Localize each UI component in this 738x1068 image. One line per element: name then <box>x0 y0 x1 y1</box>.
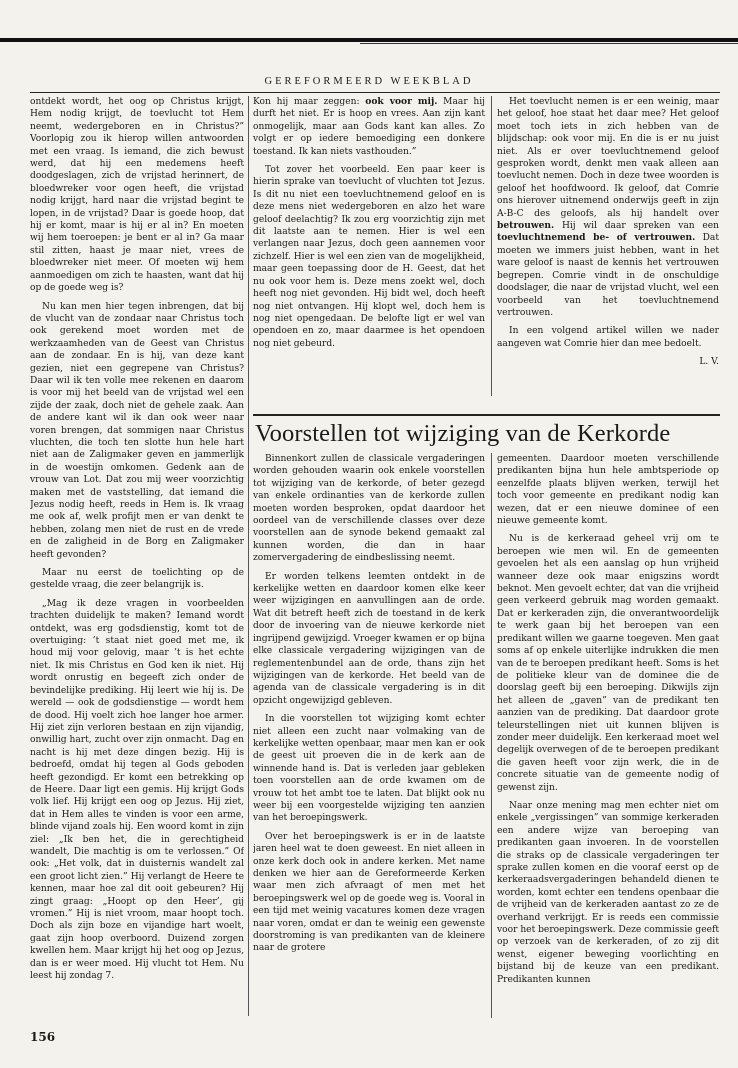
article-title: Voorstellen tot wijziging van de Kerkorde <box>255 420 671 447</box>
emphasis: ook voor mij. <box>365 96 438 107</box>
top-rule-thin <box>360 43 738 44</box>
paragraph <box>497 96 719 319</box>
running-header: GEREFORMEERD WEEKBLAD <box>264 76 474 87</box>
text-run: Het toevlucht nemen is er een weinig, maar het geloof, hoe staat het daar mee? Het geloof moet toch iets in zich hebben van de blijdschap: ook voor mij. En die is er nu juist niet. Als er over toevluchtnemend geloof gesproken wordt, denkt men vaak alleen aan toevlucht nemen. Doch in deze twee woorden is geloof het hoofdwoord. Ik geloof, dat Comrie ons hierover uitnemend onderwijs geeft in zijn A-B-C des geloofs, als hij handelt over <box>497 97 719 219</box>
paragraph: Maar nu eerst de toelichting op de gestelde vraag, die zeer belangrijk is. <box>30 568 244 591</box>
column-3 <box>497 96 719 396</box>
column-1 <box>30 96 244 1016</box>
column-4 <box>253 453 485 1023</box>
paragraph: ontdekt wordt, het oog op Christus krijgt, Hem nodig krijgt, de toevlucht tot Hem neemt, wedergeboren en in Christus?” Voorlopig zou ik hierop willen antwoorden met een vraag. Is iemand, die zich bewust werd, dat hij een medemens heeft doodgeslagen, zich de vrijstad herinnert, de bloedwreker voor ogen heeft, die vrijstad nodig krijgt, hard naar die vrijstad begint te lopen, in de vrijstad? Daar is goede hoop, dat hij er komt, maar is hij er al in? En moeten wij hem toeroepen: je bent er al in? Ga maar stil zitten, haast je maar niet, vrees de bloedwreker niet meer. Of moeten wij hem aanmoedigen om zich te haasten, want dat hij op de goede weg is? <box>30 97 244 294</box>
page-number: 156 <box>30 1030 56 1044</box>
paragraph: Over het beroepingswerk is er in de laatste jaren heel wat te doen geweest. En niet alleen in onze kerk doch ook in andere kerken. Met name denken we hier aan de Gereformeerde Kerken waar men zich afvraagt of men met het beroepingswerk wel op de goede weg is. Vooral in een tijd met weinig vacatures komen deze vragen naar voren, omdat er dan te weinig een gewenste doorstroming is van predikanten van de kleinere naar de grotere <box>253 831 485 954</box>
paragraph: Nu is de kerkeraad geheel vrij om te beroepen wie men wil. En de gemeenten gevoelen het als een aanslag op hun vrijheid wanneer deze ook maar enigszins wordt beknot. Men gevoelt echter, dat van die vrijheid geen verkeerd gebruik mag worden gemaakt. Dat er kerkeraden zijn, die onverantwoordelijk te werk gaan bij het beroepen van een predikant willen we gaarne toegeven. Men gaat soms af op enkele uiterlijke indrukken die men van de te beroepen predikant heeft. Soms is het de politieke kleur van de dominee die de doorslag geeft bij een beroeping. Dikwijls zijn het alleen de „gaven” van de predikant ten aanzien van de prediking. Dat daardoor grote teleurstellingen niet uit kunnen blijven is zonder meer duidelijk. Een kerkeraad moet wel degelijk overwegen of de te beroepen predikant die gaven heeft voor zijn werk, die in de concrete situatie van de gemeente nodig of gewenst zijn. <box>497 534 719 793</box>
paragraph: Naar onze mening mag men echter niet om enkele „vergissingen” van sommige kerkeraden een andere wijze van beroeping van predikanten gaan invoeren. In de voorstellen die straks op de classicale vergaderingen ter sprake zullen komen en die vooraf eerst op de kerkeraadsvergaderingen behandeld dienen te worden, komt echter een tendens openbaar die de vrijheid van de kerkeraden aantast zo ze de overhand verkrijgt. Er is reeds een commissie voor het beroepingswerk. Deze commissie geeft op verzoek van de kerkeraden, of zo zij dit wenst, eigener beweging voorlichting en bijstand bij de keuze van een predikant. Predikanten kunnen <box>497 800 719 985</box>
emphasis: toevluchtnemend be- of vertrouwen. <box>497 232 696 244</box>
header-rule <box>30 92 720 93</box>
paragraph: „Mag ik deze vragen in voorbeelden trachten duidelijk te maken? Iemand wordt ontdekt, was erg godsdienstig, komt tot de overtuiging: ’t staat niet goed met me, ik houd mij voor gelovig, maar ’t is het echte niet. Ik mis Christus en God ken ik niet. Hij wordt onrustig en begeeft zich onder de bevindelijke prediking. Hij leert wie hij is. De wereld — ook de godsdienstige — wordt hem de dood. Hij voelt zich hoe langer hoe armer. Hij ziet zijn verloren bestaan en zijn vijandig, onwillig hart, zucht over zijn onmacht. Dag en nacht is hij met deze dingen bezig. Hij is bedroefd, omdat hij tegen al Gods geboden heeft gezondigd. Er komt een betrekking op de Heere. Daar ligt een gemis. Hij krijgt Gods volk lief. Hij krijgt een oog op Jezus. Hij ziet, dat in Hem alles te vinden is voor een arme, blinde vijand zoals hij. Een woord komt in zijn ziel: „Ik ben het, die in gerechtigheid wandelt, Die machtig is om te verlossen.” Of ook: „Het volk, dat in duisternis wandelt zal een groot licht zien.” Hij verlangt de Heere te kennen, maar hoe zal dit ooit gebeuren? Hij zingt graag: „Hoopt op den Heer’, gij vromen.” Hij is niet vroom, maar hoopt toch. Doch als zijn boze en vijandige hart woelt, gaat zijn hoop overboord. Duizend zorgen kwellen hem. Maar krijgt hij het oog op Jezus, dan is er weer moed. Hij vlucht tot Hem. Nu leest hij zondag 7. <box>30 598 244 982</box>
title-rule <box>253 414 720 416</box>
column-separator <box>491 453 492 1018</box>
column-2 <box>253 96 485 396</box>
emphasis: betrouwen. <box>497 220 555 232</box>
column-5 <box>497 453 719 1023</box>
signature-line <box>497 356 719 368</box>
column-separator <box>248 96 249 1016</box>
paragraph: gemeenten. Daardoor moeten verschillende predikanten bijna hun hele ambtsperiode op eenzelfde plaats blijven werken, terwijl het toch voor gemeente en predikant nodig kan wezen, dat er een nieuwe dominee of een nieuwe gemeente komt. <box>497 454 719 527</box>
paragraph <box>253 96 485 158</box>
text-run: Maar hij durft het niet. Er is hoop en vrees. Aan zijn kant onmogelijk, maar aan Gods kant kan alles. Zo volgt er op iedere bemoediging een donkere toestand. Ik kan niets vasthouden.” <box>253 97 485 157</box>
paragraph: Tot zover het voorbeeld. Een paar keer is hierin sprake van toevlucht of vluchten tot Jezus. Is dit nu niet een toevluchtnemend geloof en is deze mens niet wedergeboren en alzo het ware geloof deelachtig? Ik zou erg voorzichtig zijn met dit laatste aan te nemen. Hier is wel een verlangen naar Jezus, doch geen aannemen voor zichzelf. Hier is wel een zien van de mogelijkheid, maar geen toepassing door de H. Geest, dat het nu ook voor hem is. Deze mens zoekt wel, doch heeft nog niet gevonden. Hij bidt wel, doch heeft nog niet ontvangen. Hij klopt wel, doch hem is nog niet opengedaan. De belofte ligt er wel van opendoen en zo, maar daarmee is het opendoen nog niet gebeurd. <box>253 165 485 349</box>
paragraph: Er worden telkens leemten ontdekt in de kerkelijke wetten en daardoor komen elke keer weer wijzigingen en aanvullingen aan de orde. Wat dit betreft heeft zich de toestand in de kerk door de invoering van de nieuwe kerkorde niet ingrijpend gewijzigd. Vroeger kwamen er op bijna elke classicale vergadering wijzigingen van de reglementenbundel aan de orde, thans zijn het wijzigingen van de kerkorde. Het beeld van de agenda van de classicale vergadering is in dit opzicht ongewijzigd gebleven. <box>253 571 485 706</box>
paragraph: In die voorstellen tot wijziging komt echter niet alleen een zucht naar volmaking van de kerkelijke wetten openbaar, maar men kan er ook de geest uit proeven die in de kerk aan de winnende hand is. Dat is verleden jaar gebleken toen voorstellen aan de orde kwamen om de vrouw tot het ambt toe te laten. Dat blijkt ook nu weer bij een voorgestelde wijziging ten aanzien van het beroepingswerk. <box>253 714 485 824</box>
paragraph: Nu kan men hier tegen inbrengen, dat bij de vlucht van de zondaar naar Christus toch ook gerekend moet worden met de werkzaamheden van de Geest van Christus aan de zondaar. En is hij, van deze kant gezien, niet een gegrepene van Christus? Daar wil ik ten volle mee rekenen en daarom is voor mij het beeld van de vrijstad wel een zijde der zaak, doch niet de gehele zaak. Aan de andere kant wil ik dan ook weer naar voren brengen, dat sommigen naar Christus vluchten, die toch ten slotte hun hele hart niet aan de Zaligmaker geven en jammerlijk in de woestijn omkomen. Gedenk aan de vrouw van Lot. Dat zou mij weer voorzichtig maken met de vaststelling, dat iemand die Jezus nodig heeft, reeds in Hem is. Ik vraag me ook af, welk profijt men er van denkt te hebben, zolang men niet de rust en de vrede en de zaligheid in de Borg en Zaligmaker heeft gevonden? <box>30 301 244 560</box>
text-run: Hij wil daar spreken van een <box>554 221 719 232</box>
paragraph: In een volgend artikel willen we nader aangeven wat Comrie hier dan mee bedoelt. <box>497 326 719 349</box>
top-rule <box>0 38 738 42</box>
column-separator <box>491 96 492 396</box>
text-run: Kon hij maar zeggen: <box>253 97 366 107</box>
text-run: Dat moeten we immers juist hebben, want in het ware geloof is naast de kennis het vertrouwen begrepen. Comrie vindt in de onschuldige doodslager, die naar de vrijstad vlucht, wel een voorbeeld van het toevluchtnemend vertrouwen. <box>497 233 719 318</box>
paragraph: Binnenkort zullen de classicale vergaderingen worden gehouden waarin ook enkele voorstellen tot wijziging van de kerkorde, of beter gezegd van enkele ordinanties van de kerkorde zullen moeten worden besproken, opdat daardoor het oordeel van de verschillende classes over deze voorstellen aan de synode bekend gemaakt zal kunnen worden, die dan in haar zomervergadering de eindbeslissing neemt. <box>253 454 485 564</box>
signature: L. V. <box>699 357 719 368</box>
